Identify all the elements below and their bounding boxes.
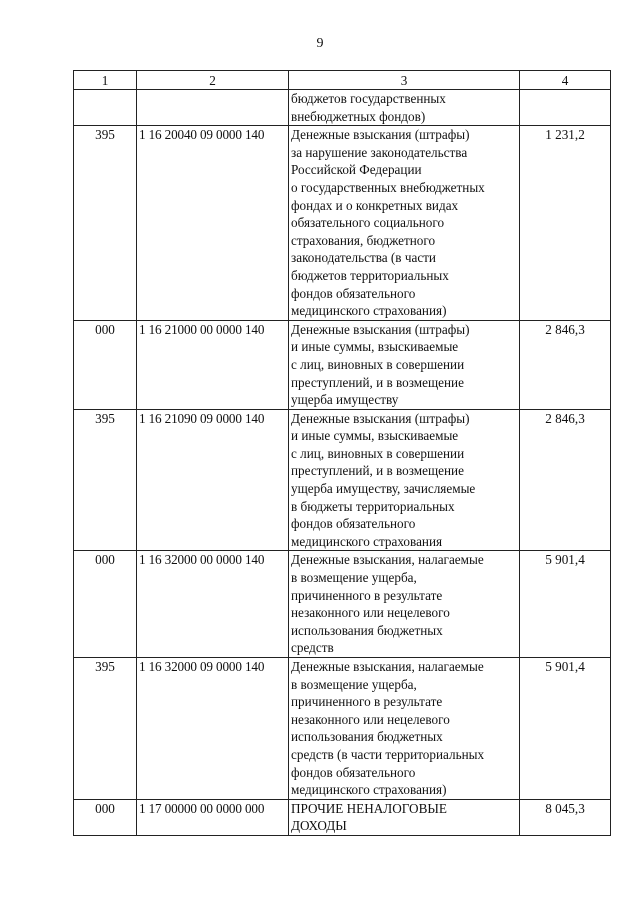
amount-cell: 2 846,3 (520, 320, 611, 409)
amount-cell: 5 901,4 (520, 551, 611, 658)
budget-code-cell (137, 90, 289, 126)
budget-code-cell: 1 16 32000 09 0000 140 (137, 658, 289, 800)
revenue-name-cell: Денежные взыскания (штрафы) и иные суммы, взыскиваемые с лиц, виновных в совершении преступлений, и в возмещение ущерба имуществу, зачисляемые в бюджеты территориальных фондов обязательного медицинского страхования (289, 409, 520, 551)
table-header (74, 71, 611, 90)
amount-cell: 2 846,3 (520, 409, 611, 551)
revenue-name-cell: Денежные взыскания (штрафы) за нарушение законодательства Российской Федерации о государственных внебюджетных фондах и о конкретных видах обязательного социального страхования, бюджетного законодательства (в части бюджетов территориальных фондов обязательного медицинского страхования) (289, 126, 520, 321)
admin-code-cell: 395 (74, 658, 137, 800)
admin-code-cell: 000 (74, 551, 137, 658)
revenue-name-cell: бюджетов государственных внебюджетных фондов) (289, 90, 520, 126)
table-row (74, 126, 611, 321)
header-col-2: 2 (137, 71, 289, 90)
amount-cell: 1 231,2 (520, 126, 611, 321)
admin-code-cell (74, 90, 137, 126)
table-row (74, 409, 611, 551)
revenue-name-cell: Денежные взыскания, налагаемые в возмещение ущерба, причиненного в результате незаконного или нецелевого использования бюджетных средств (289, 551, 520, 658)
header-col-3: 3 (289, 71, 520, 90)
table-row (74, 320, 611, 409)
header-col-1: 1 (74, 71, 137, 90)
admin-code-cell: 000 (74, 320, 137, 409)
budget-code-cell: 1 16 32000 00 0000 140 (137, 551, 289, 658)
amount-cell (520, 90, 611, 126)
header-row (74, 71, 611, 90)
table-row (74, 658, 611, 800)
revenue-name-cell: Денежные взыскания (штрафы) и иные суммы, взыскиваемые с лиц, виновных в совершении преступлений, и в возмещение ущерба имуществу (289, 320, 520, 409)
budget-revenue-table (73, 70, 611, 836)
budget-code-cell: 1 16 20040 09 0000 140 (137, 126, 289, 321)
amount-cell: 8 045,3 (520, 799, 611, 835)
budget-code-cell: 1 16 21090 09 0000 140 (137, 409, 289, 551)
revenue-name-cell: ПРОЧИЕ НЕНАЛОГОВЫЕ ДОХОДЫ (289, 799, 520, 835)
admin-code-cell: 000 (74, 799, 137, 835)
page-number: 9 (316, 36, 324, 51)
budget-code-cell: 1 16 21000 00 0000 140 (137, 320, 289, 409)
budget-code-cell: 1 17 00000 00 0000 000 (137, 799, 289, 835)
table-row (74, 551, 611, 658)
table-row (74, 90, 611, 126)
admin-code-cell: 395 (74, 409, 137, 551)
revenue-name-cell: Денежные взыскания, налагаемые в возмещение ущерба, причиненного в результате незаконного или нецелевого использования бюджетных средств (в части территориальных фондов обязательного медицинского страхования) (289, 658, 520, 800)
admin-code-cell: 395 (74, 126, 137, 321)
table-body (74, 90, 611, 836)
amount-cell: 5 901,4 (520, 658, 611, 800)
header-col-4: 4 (520, 71, 611, 90)
table-row (74, 799, 611, 835)
